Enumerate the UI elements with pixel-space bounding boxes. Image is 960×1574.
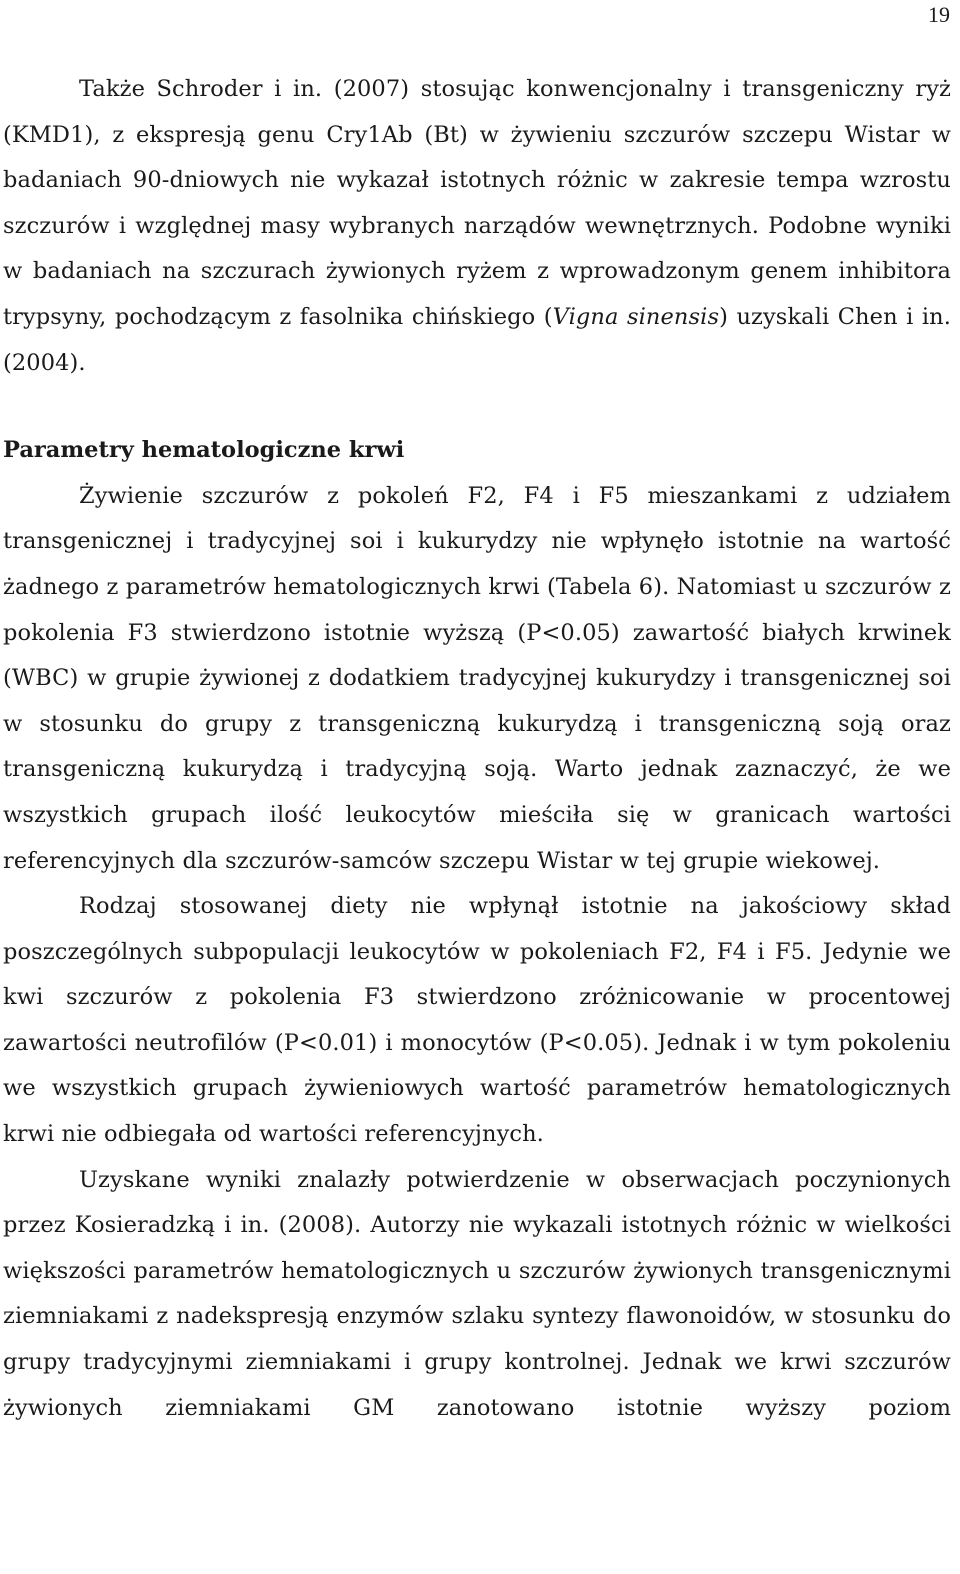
document-body [3, 67, 951, 1431]
section-heading: Parametry hematologiczne krwi [3, 437, 405, 464]
paragraph-leukocyte-subpopulations: Rodzaj stosowanej diety nie wpłynął istotnie na jakościowy skład poszczególnych subpopulacji leukocytów w pokoleniach F2, F4 i F5. Jedynie we kwi szczurów z pokolenia F3 stwierdzono zróżnicowanie w procentowej zawartości neutrofilów (P<0.01) i monocytów (P<0.05). Jednak i w tym pokoleniu we wszystkich grupach żywieniowych wartość parametrów hematologicznych krwi nie odbiegała od wartości referencyjnych. [3, 893, 951, 1148]
paragraph-kosieradzka: Uzyskane wyniki znalazły potwierdzenie w obserwacjach poczynionych przez Kosieradzką i in. (2008). Autorzy nie wykazali istotnych różnic w wielkości większości parametrów hematologicznych u szczurów żywionych transgenicznymi ziemniakami z nadekspresją enzymów szlaku syntezy flawonoidów, w stosunku do grupy tradycyjnymi ziemniakami i grupy kontrolnej. Jednak we krwi szczurów żywionych ziemniakami GM zanotowano istotnie wyższy poziom [3, 1166, 951, 1421]
species-name-italic: Vigna sinensis [552, 303, 720, 330]
paragraph-schroder [3, 67, 951, 386]
paragraph-text: ) uzyskali Chen i in. (2004). [3, 303, 952, 376]
paragraph-text: Także Schroder i in. (2007) stosując konwencjonalny i transgeniczny ryż (KMD1), z ekspresją genu Cry1Ab (Bt) w żywieniu szczurów szczepu Wistar w badaniach 90-dniowych nie wykazał istotnych różnic w zakresie tempa wzrostu szczurów i względnej masy wybranych narządów wewnętrznych. Podobne wyniki w badaniach na szczurach żywionych ryżem z wprowadzonym genem inhibitora trypsyny, pochodzącym z fasolnika chińskiego ( [3, 76, 951, 330]
paragraph-hematology-results: Żywienie szczurów z pokoleń F2, F4 i F5 mieszankami z udziałem transgenicznej i tradycyjnej soi i kukurydzy nie wpłynęło istotnie na wartość żadnego z parametrów hematologicznych krwi (Tabela 6). Natomiast u szczurów z pokolenia F3 stwierdzono istotnie wyższą (P<0.05) zawartość białych krwinek (WBC) w grupie żywionej z dodatkiem tradycyjnej kukurydzy i transgenicznej soi w stosunku do grupy z transgeniczną kukurydzą i transgeniczną soją oraz transgeniczną kukurydzą i tradycyjną soją. Warto jednak zaznaczyć, że we wszystkich grupach ilość leukocytów mieściła się w granicach wartości referencyjnych dla szczurów-samców szczepu Wistar w tej grupie wiekowej. [3, 482, 951, 874]
page-number: 19 [928, 2, 950, 27]
